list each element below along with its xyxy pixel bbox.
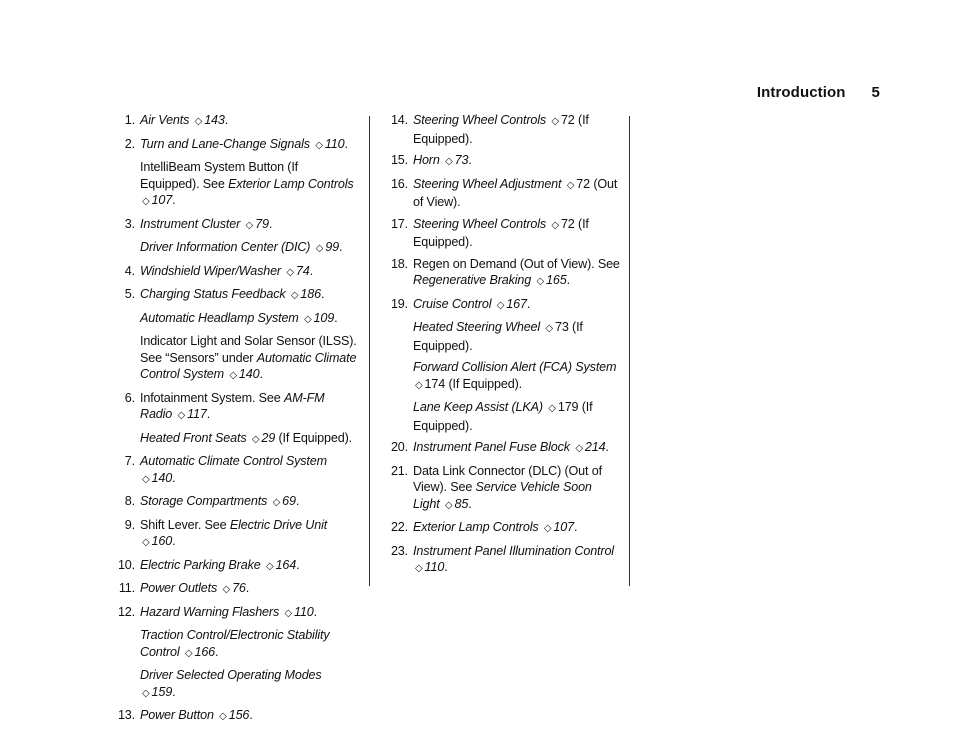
topic-name: Forward Collision Alert (FCA) System <box>413 360 617 374</box>
topic-name: Horn <box>413 153 440 167</box>
item-number: 19. <box>390 296 408 311</box>
item-number: 10. <box>117 557 135 572</box>
item-number: 7. <box>124 454 135 468</box>
page-reference-number: 72 <box>576 176 591 191</box>
page-reference-number: 117 <box>187 407 207 421</box>
list-item <box>381 439 621 458</box>
page-reference-number: 164 <box>275 557 297 572</box>
page-reference-number: 165 <box>546 273 567 287</box>
list-item <box>108 216 358 235</box>
page-header <box>700 84 880 101</box>
page-reference-link[interactable] <box>189 113 224 127</box>
page-reference-link[interactable] <box>543 400 578 414</box>
page-reference-link[interactable] <box>539 520 574 534</box>
item-text: . <box>468 496 472 511</box>
item-text: . <box>320 287 325 301</box>
page-reference-icon: ◇ <box>229 370 237 381</box>
page-reference-link[interactable] <box>440 496 472 511</box>
item-number: 6. <box>124 390 135 405</box>
page-reference-link[interactable] <box>299 311 334 325</box>
item-number: 23. <box>390 543 408 558</box>
item-text: . <box>259 367 263 381</box>
item-text: Shift Lever. See <box>140 517 230 532</box>
topic-name: Regenerative Braking <box>413 273 532 287</box>
page-reference-icon: ◇ <box>194 116 203 127</box>
page-reference-icon: ◇ <box>496 299 505 311</box>
page-reference-number: 74 <box>295 263 310 278</box>
item-number: 21. <box>390 463 408 478</box>
page-reference-number: 85 <box>454 496 469 511</box>
page-reference-number: 214 <box>584 440 606 454</box>
item-text: . <box>224 113 229 127</box>
page-reference-number: 167 <box>506 296 527 311</box>
middle-column <box>381 112 621 583</box>
page-reference-link[interactable] <box>140 685 172 699</box>
page-reference-icon: ◇ <box>286 266 294 278</box>
item-number: 22. <box>390 520 408 534</box>
page-reference-number: 160 <box>151 534 173 548</box>
page-reference-number: 174 <box>424 376 446 391</box>
page-reference-icon: ◇ <box>142 687 150 699</box>
item-number: 11. <box>118 581 135 595</box>
page-reference-icon: ◇ <box>304 313 312 325</box>
page-reference-link[interactable] <box>310 136 348 151</box>
page-reference-link[interactable] <box>286 287 321 301</box>
page-reference-number: 79 <box>255 216 269 231</box>
topic-name: Air Vents <box>140 113 190 127</box>
item-text: . <box>344 136 348 151</box>
page-reference-number: 76 <box>232 581 246 595</box>
page-reference-number: 69 <box>282 494 296 508</box>
page-reference-icon: ◇ <box>415 563 423 574</box>
topic-name: Driver Information Center (DIC) <box>140 240 311 254</box>
list-item <box>381 112 621 147</box>
page-reference-icon: ◇ <box>575 443 583 454</box>
list-item <box>108 707 358 726</box>
page-reference-number: 140 <box>238 367 260 381</box>
page-reference-icon: ◇ <box>551 116 559 127</box>
item-number: 2. <box>124 136 135 151</box>
item-number: 5. <box>124 287 135 301</box>
list-subitem <box>381 319 621 354</box>
page-reference-link[interactable] <box>140 471 172 485</box>
topic-name: Exterior Lamp Controls <box>413 520 539 534</box>
page-reference-icon: ◇ <box>245 219 254 231</box>
page-reference-number: 156 <box>228 708 250 722</box>
topic-name: Electric Parking Brake <box>140 557 261 572</box>
page-reference-link[interactable] <box>247 431 276 445</box>
topic-name: Cruise Control <box>413 296 492 311</box>
page-reference-link[interactable] <box>491 297 526 311</box>
page-reference-link[interactable] <box>214 708 249 722</box>
item-text: . <box>526 296 531 311</box>
item-text: . <box>468 153 472 167</box>
left-column <box>108 112 358 731</box>
list-subitem <box>108 430 358 449</box>
item-text: . <box>172 470 176 485</box>
page-reference-link[interactable] <box>217 581 246 595</box>
topic-name: Automatic Climate Control System <box>140 454 327 468</box>
page-reference-icon: ◇ <box>551 219 559 231</box>
list-item <box>381 152 621 171</box>
list-item <box>108 517 358 552</box>
item-text: (If Equipped). <box>413 216 589 249</box>
item-number: 17. <box>390 216 408 231</box>
item-text: Infotainment System. See <box>140 390 284 405</box>
page-number: 5 <box>871 84 880 101</box>
page-reference-icon: ◇ <box>177 410 186 421</box>
item-number: 12. <box>117 604 135 619</box>
page-reference-icon: ◇ <box>543 523 552 534</box>
page-reference-link[interactable] <box>546 113 575 127</box>
page-reference-link[interactable] <box>413 377 445 391</box>
page-reference-icon: ◇ <box>566 179 575 191</box>
list-subitem <box>108 627 358 662</box>
list-item <box>108 390 358 425</box>
item-text: . <box>313 604 318 619</box>
item-text: . <box>268 216 273 231</box>
column-divider <box>369 116 370 586</box>
page-reference-link[interactable] <box>570 440 605 454</box>
topic-name: Electric Drive Unit <box>229 517 328 532</box>
item-text: Indicator Light and Solar Sensor (ILSS). See “Sensors” under <box>140 334 357 365</box>
page-reference-icon: ◇ <box>445 156 453 167</box>
list-item <box>381 463 621 515</box>
list-item <box>108 286 358 305</box>
list-item <box>108 453 358 488</box>
page-reference-icon: ◇ <box>272 497 281 508</box>
topic-name: Instrument Panel Illumination Control <box>413 543 614 558</box>
list-item <box>108 493 358 512</box>
page-reference-link[interactable] <box>279 605 314 619</box>
page-reference-number: 110 <box>424 560 445 574</box>
page-reference-link[interactable] <box>140 193 172 207</box>
item-number: 1. <box>124 113 135 127</box>
topic-name: Power Outlets <box>140 581 218 595</box>
page-reference-number: 109 <box>313 310 335 325</box>
page-reference-number: 73 <box>554 320 569 334</box>
list-item <box>381 216 621 251</box>
page-reference-number: 99 <box>325 240 339 254</box>
page-reference-link[interactable] <box>531 273 566 287</box>
item-text: . <box>334 310 338 325</box>
page-reference-number: 72 <box>560 113 575 127</box>
page-reference-link[interactable] <box>180 645 215 659</box>
page-reference-link[interactable] <box>140 534 172 548</box>
page-reference-link[interactable] <box>267 494 296 508</box>
topic-name: AM-FM Radio <box>140 390 325 421</box>
topic-name: Driver Selected Operating Modes <box>140 668 322 682</box>
item-text: . <box>206 407 211 421</box>
topic-name: Lane Keep Assist (LKA) <box>413 400 543 414</box>
item-text: . <box>338 240 343 254</box>
topic-name: Steering Wheel Adjustment <box>413 176 562 191</box>
item-number: 14. <box>390 113 408 127</box>
item-number: 4. <box>124 263 135 278</box>
item-number: 13. <box>117 708 135 722</box>
item-text: (If Equipped). <box>413 400 593 433</box>
topic-name: Service Vehicle Soon Light <box>413 480 592 511</box>
topic-name: Storage Compartments <box>140 494 268 508</box>
page-reference-icon: ◇ <box>222 584 231 595</box>
item-number: 15. <box>390 153 408 167</box>
page-reference-number: 107 <box>151 193 173 207</box>
item-text: (If Equipped). <box>275 430 352 445</box>
page-reference-number: 72 <box>560 216 575 231</box>
item-text: (Out of View). <box>413 176 618 209</box>
list-item <box>108 136 358 155</box>
item-text: . <box>296 557 300 572</box>
page-reference-icon: ◇ <box>548 403 556 414</box>
item-text: IntelliBeam System Button (If Equipped). See <box>140 160 299 191</box>
item-text: . <box>295 494 300 508</box>
page-reference-icon: ◇ <box>142 196 150 207</box>
item-text: (If Equipped). <box>413 113 589 146</box>
topic-name: Exterior Lamp Controls <box>228 176 354 191</box>
page-reference-icon: ◇ <box>284 607 293 619</box>
item-text: Data Link Connector (DLC) (Out of View). See <box>413 463 602 494</box>
item-text: . <box>245 581 250 595</box>
page-reference-number: 107 <box>553 520 574 534</box>
list-subitem <box>108 159 358 211</box>
page-reference-link[interactable] <box>310 240 339 254</box>
list-item <box>108 112 358 131</box>
item-text: . <box>573 520 578 534</box>
column-divider <box>629 116 630 586</box>
page-reference-link[interactable] <box>546 217 575 231</box>
page-reference-number: 73 <box>454 153 469 167</box>
list-subitem <box>108 310 358 329</box>
list-item <box>108 580 358 599</box>
page-reference-number: 186 <box>300 287 321 301</box>
page-reference-icon: ◇ <box>265 560 274 572</box>
list-item <box>381 296 621 315</box>
list-item <box>381 176 621 211</box>
topic-name: Automatic Headlamp System <box>140 310 299 325</box>
page-reference-number: 179 <box>557 400 579 414</box>
topic-name: Turn and Lane-Change Signals <box>140 136 310 151</box>
item-number: 8. <box>124 494 135 508</box>
page-reference-icon: ◇ <box>142 473 150 485</box>
page-reference-icon: ◇ <box>545 323 553 334</box>
page-reference-icon: ◇ <box>315 243 324 254</box>
page-reference-link[interactable] <box>240 217 269 231</box>
item-text: . <box>249 708 253 722</box>
page-reference-icon: ◇ <box>315 139 323 151</box>
topic-name: Heated Front Seats <box>140 430 247 445</box>
list-item <box>381 519 621 538</box>
list-item <box>108 604 358 623</box>
section-title: Introduction <box>756 84 846 101</box>
list-subitem <box>108 239 358 258</box>
item-number: 16. <box>390 176 408 191</box>
item-number: 18. <box>390 256 408 271</box>
topic-name: Power Button <box>140 708 214 722</box>
page-reference-number: 110 <box>294 604 314 619</box>
item-text: . <box>215 644 219 659</box>
page-reference-number: 143 <box>204 113 225 127</box>
list-item <box>108 557 358 576</box>
item-number: 3. <box>124 216 135 231</box>
item-text: . <box>172 684 176 699</box>
page-reference-link[interactable] <box>172 407 207 421</box>
list-subitem <box>108 333 358 385</box>
page-reference-number: 110 <box>324 136 345 151</box>
page-reference-icon: ◇ <box>184 647 193 659</box>
item-text: . <box>444 560 448 574</box>
item-text: . <box>172 534 176 548</box>
topic-name: Charging Status Feedback <box>140 287 286 301</box>
page-reference-link[interactable] <box>261 558 296 572</box>
topic-name: Instrument Cluster <box>140 216 241 231</box>
list-subitem <box>381 399 621 434</box>
page-reference-icon: ◇ <box>415 379 423 391</box>
page-reference-number: 29 <box>261 430 276 445</box>
page-reference-icon: ◇ <box>219 711 227 722</box>
item-text: (If Equipped). <box>445 376 522 391</box>
page-reference-link[interactable] <box>224 367 259 381</box>
item-number: 9. <box>124 517 135 532</box>
item-text: . <box>172 193 176 207</box>
item-text: Regen on Demand (Out of View). See <box>413 256 620 271</box>
page-reference-icon: ◇ <box>142 537 150 548</box>
page-reference-number: 140 <box>151 470 173 485</box>
page-reference-link[interactable] <box>413 560 444 574</box>
topic-name: Hazard Warning Flashers <box>140 604 280 619</box>
topic-name: Windshield Wiper/Washer <box>140 263 281 278</box>
topic-name: Steering Wheel Controls <box>413 216 547 231</box>
item-text: (If Equipped). <box>413 320 583 353</box>
page-reference-link[interactable] <box>281 264 310 278</box>
page-reference-link[interactable] <box>540 320 569 334</box>
list-item <box>381 543 621 578</box>
item-text: . <box>566 273 570 287</box>
page-reference-number: 159 <box>151 684 173 699</box>
topic-name: Instrument Panel Fuse Block <box>413 440 570 454</box>
item-number: 20. <box>390 440 408 454</box>
list-subitem <box>381 359 621 394</box>
topic-name: Automatic Climate Control System <box>140 350 357 381</box>
page-reference-link[interactable] <box>561 177 590 191</box>
item-text: . <box>309 263 313 278</box>
page-reference-link[interactable] <box>440 153 472 167</box>
list-item <box>381 256 621 291</box>
page-reference-icon: ◇ <box>251 433 260 445</box>
page-reference-icon: ◇ <box>444 499 453 511</box>
page-reference-number: 166 <box>194 644 216 659</box>
item-text: . <box>605 440 609 454</box>
page-reference-icon: ◇ <box>290 290 299 301</box>
list-subitem <box>108 667 358 702</box>
topic-name: Steering Wheel Controls <box>413 113 547 127</box>
topic-name: Traction Control/Electronic Stability Control <box>140 628 330 659</box>
page-reference-icon: ◇ <box>536 276 545 287</box>
topic-name: Heated Steering Wheel <box>413 320 541 334</box>
list-item <box>108 263 358 282</box>
